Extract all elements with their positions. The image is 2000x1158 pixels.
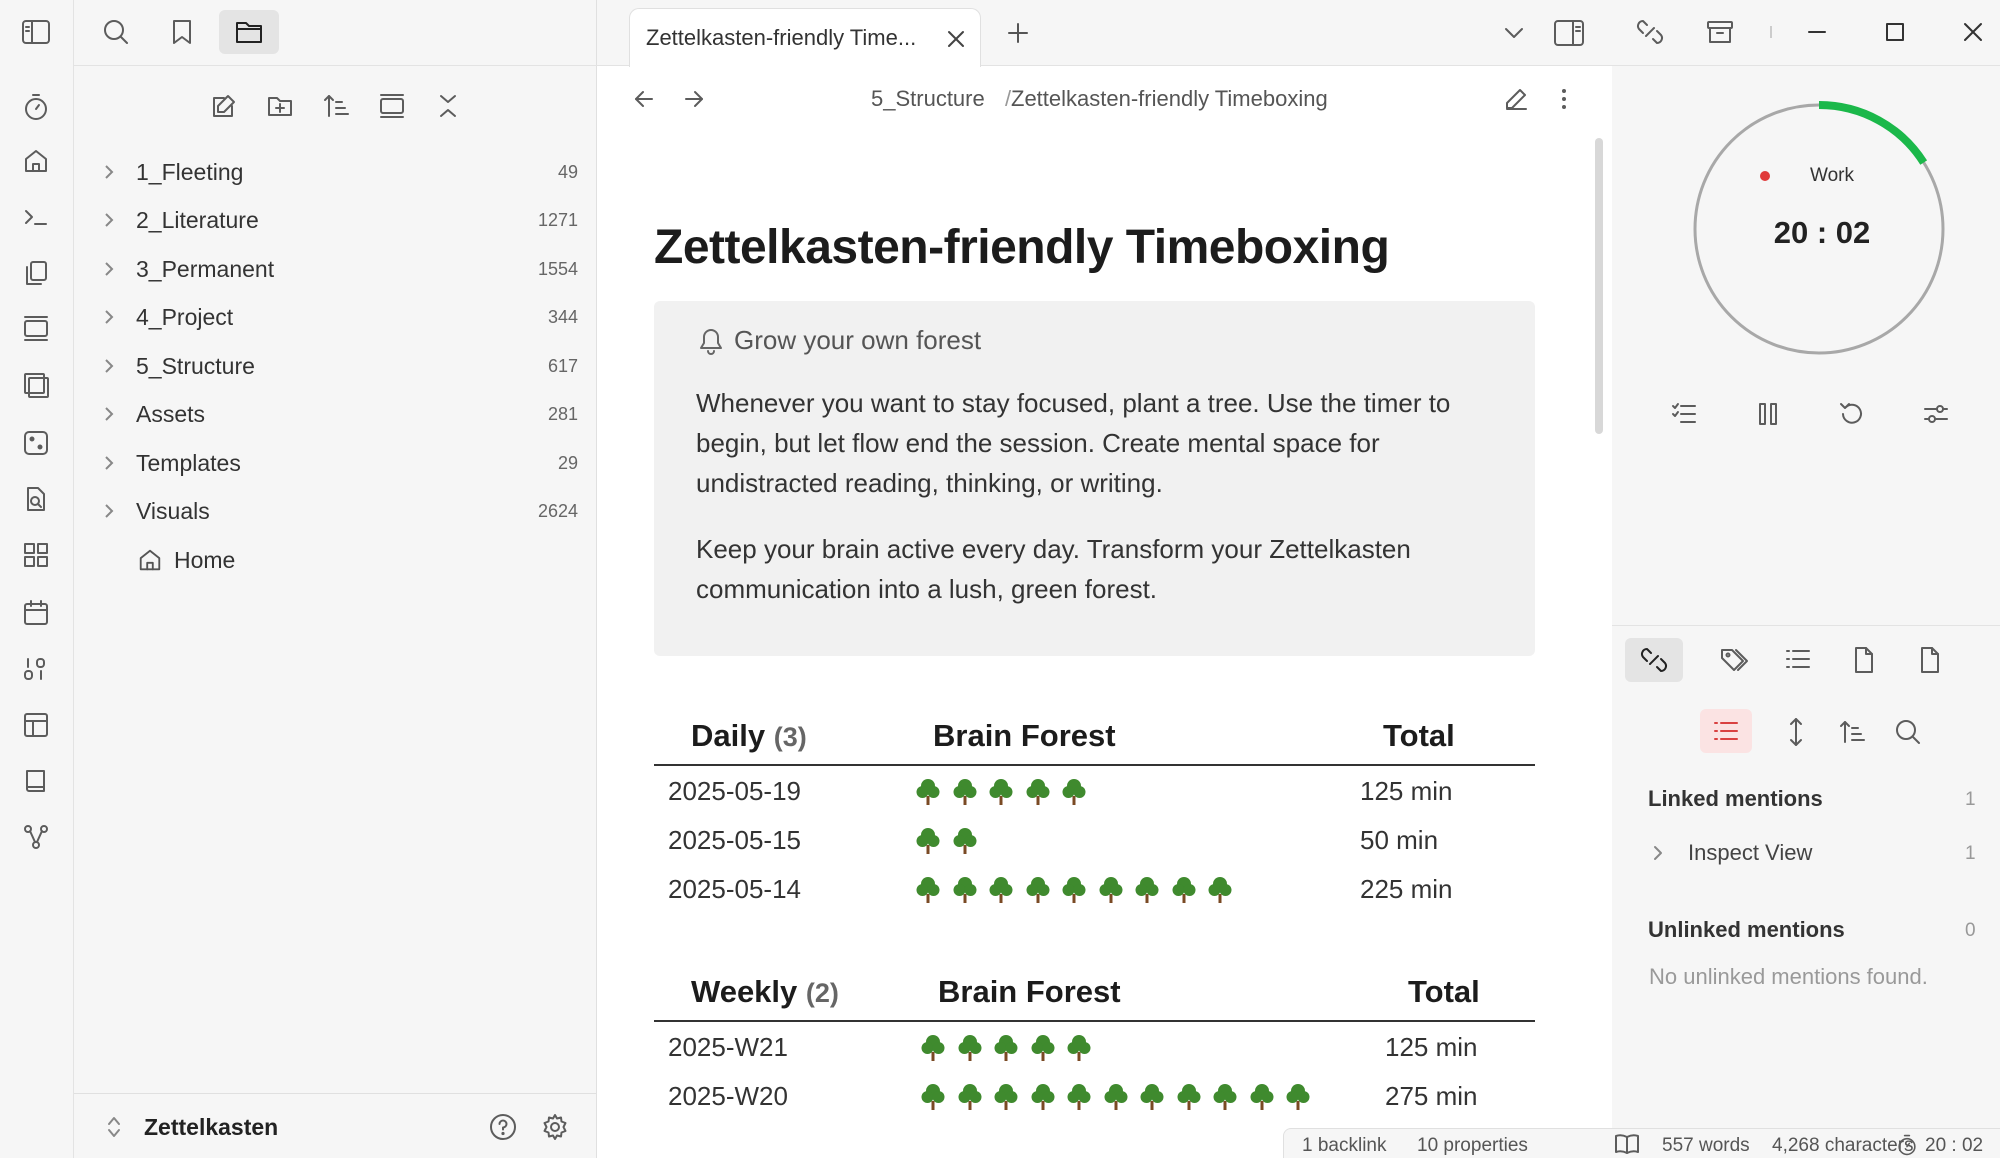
- auto-reveal-icon[interactable]: [374, 88, 410, 124]
- tree-icon: [1030, 1034, 1056, 1062]
- folder-name: Templates: [136, 449, 241, 476]
- folder-count: 29: [557, 452, 578, 473]
- file-icon[interactable]: [1844, 640, 1884, 680]
- callout-paragraph: Whenever you want to stay focused, plant a tree. Use the timer to begin, but let flow end the session. Create mental space for undistracted reading, thinking, or writing.: [696, 388, 1451, 498]
- tree-icon: [915, 778, 941, 806]
- titlebar-divider: [1770, 26, 1772, 38]
- callout-paragraph: Keep your brain active every day. Transform your Zettelkasten communication into a lush, green forest.: [696, 534, 1411, 604]
- calendar-icon[interactable]: [17, 594, 55, 632]
- tree-icon: [993, 1034, 1019, 1062]
- chevron-right-icon: [98, 161, 120, 183]
- graph-icon[interactable]: [17, 818, 55, 856]
- tree-icon: [1212, 1083, 1238, 1111]
- vault-switcher: [74, 1093, 597, 1158]
- status-timer[interactable]: 20 : 02: [1925, 1135, 1984, 1156]
- chevron-right-icon: [1648, 842, 1668, 864]
- tree-icon: [1098, 876, 1124, 904]
- tab-title: Zettelkasten-friendly Time...: [646, 25, 917, 50]
- table-cell-date: 2025-W21: [668, 1032, 788, 1062]
- backlinks-icon[interactable]: [1625, 638, 1683, 682]
- tree-icon: [1025, 778, 1051, 806]
- folder-count: 344: [547, 306, 578, 327]
- chevron-right-icon: [98, 209, 120, 231]
- bookmark-icon[interactable]: [164, 14, 200, 50]
- tree-icon: [1285, 1083, 1311, 1111]
- table-cell-date: 2025-05-15: [668, 825, 801, 855]
- backlink-item[interactable]: [1648, 836, 1988, 872]
- status-words: 557 words: [1662, 1135, 1750, 1156]
- folder-item[interactable]: [98, 488, 578, 534]
- dice-icon[interactable]: [17, 424, 55, 462]
- edit-pencil-icon[interactable]: [1499, 82, 1533, 116]
- tree-icon: [952, 827, 978, 855]
- tree-icon: [993, 1083, 1019, 1111]
- list-view-icon[interactable]: [1700, 709, 1752, 753]
- bell-icon: [696, 325, 726, 357]
- archive-icon[interactable]: [1702, 14, 1738, 50]
- daily-count: (3): [773, 722, 807, 752]
- file-explorer-sidebar: [74, 0, 597, 1158]
- note-title: Zettelkasten-friendly Timeboxing: [654, 221, 1390, 274]
- new-folder-icon[interactable]: [262, 88, 298, 124]
- maximize-icon[interactable]: [1870, 14, 1920, 50]
- folder-item[interactable]: [98, 197, 578, 243]
- tree-icon: [1139, 1083, 1165, 1111]
- timer-time: 20 : 02: [1773, 215, 1871, 250]
- folder-count: 2624: [537, 500, 578, 521]
- stopwatch-icon[interactable]: [17, 88, 55, 126]
- tree-icon: [1171, 876, 1197, 904]
- home-file-item[interactable]: [136, 537, 616, 583]
- chevron-right-icon: [98, 258, 120, 280]
- right-sidebar-toggle-icon[interactable]: [1549, 14, 1589, 52]
- more-options-icon[interactable]: [1549, 82, 1579, 116]
- copy-icon[interactable]: [17, 254, 55, 292]
- file-name: Home: [174, 546, 236, 573]
- tree-icon: [1066, 1083, 1092, 1111]
- chevron-right-icon: [98, 500, 120, 522]
- table-divider: [654, 1020, 1535, 1022]
- collapse-all-icon[interactable]: [430, 88, 466, 124]
- help-icon[interactable]: [486, 1110, 520, 1144]
- callout-title: Grow your own forest: [734, 325, 982, 355]
- folder-item[interactable]: [98, 343, 578, 389]
- folder-item[interactable]: [98, 149, 578, 195]
- table-cell-total: 275 min: [1385, 1081, 1478, 1111]
- callout-box: [654, 301, 1535, 656]
- tree-icon: [915, 827, 941, 855]
- chevron-right-icon: [98, 452, 120, 474]
- weekly-label: Weekly: [691, 974, 798, 1009]
- sidebar-toggle-icon[interactable]: [17, 15, 55, 49]
- linked-mentions-heading[interactable]: Linked mentions: [1648, 786, 1823, 811]
- tree-icon: [952, 876, 978, 904]
- dashboard-icon[interactable]: [17, 536, 55, 574]
- tree-icon: [1066, 1034, 1092, 1062]
- tree-icon: [957, 1034, 983, 1062]
- tree-icon: [1103, 1083, 1129, 1111]
- search-icon[interactable]: [1888, 712, 1928, 752]
- tags-icon[interactable]: [1714, 640, 1754, 680]
- breadcrumb-folder[interactable]: 5_Structure: [871, 86, 985, 111]
- gallery-icon[interactable]: [17, 366, 55, 404]
- layout-icon[interactable]: [17, 706, 55, 744]
- scrollbar[interactable]: [1595, 138, 1603, 434]
- sync-icon[interactable]: [1632, 14, 1668, 50]
- table-cell-total: 50 min: [1360, 825, 1439, 855]
- folder-item[interactable]: [98, 246, 578, 292]
- folder-item[interactable]: [98, 440, 578, 486]
- editor-pane: [597, 0, 1612, 1158]
- breadcrumb-separator: /: [1005, 86, 1012, 111]
- folder-name: 5_Structure: [136, 352, 255, 379]
- folder-count: 281: [547, 403, 578, 424]
- task-list-icon[interactable]: [1666, 396, 1702, 432]
- folder-name: Assets: [136, 400, 206, 427]
- chevron-right-icon: [98, 355, 120, 377]
- table-cell-total: 125 min: [1385, 1032, 1478, 1062]
- status-characters: 4,268 characters: [1772, 1135, 1914, 1156]
- timer-mode: Work: [1810, 165, 1854, 186]
- chevron-down-icon[interactable]: [1497, 16, 1531, 50]
- sort-icon[interactable]: [1832, 712, 1872, 752]
- slides-icon[interactable]: [17, 310, 55, 348]
- folder-item[interactable]: [98, 294, 578, 340]
- forward-arrow-icon[interactable]: [677, 82, 711, 116]
- folder-count: 1554: [537, 258, 578, 279]
- home-icon[interactable]: [17, 142, 55, 180]
- new-note-icon[interactable]: [206, 88, 242, 124]
- backlink-item-count: 1: [1965, 843, 1976, 864]
- vault-name[interactable]: Zettelkasten: [144, 1114, 279, 1140]
- linked-mentions-count: 1: [1965, 789, 1976, 810]
- table-header-total: Total: [1383, 718, 1455, 753]
- search-icon[interactable]: [98, 14, 134, 50]
- status-bar-right: [1612, 1128, 2000, 1158]
- panel-tab-bar: [1612, 625, 2000, 693]
- table-cell-total: 225 min: [1360, 874, 1453, 904]
- new-tab-icon[interactable]: [1001, 16, 1035, 50]
- folder-name: Visuals: [136, 497, 210, 524]
- home-icon: [136, 546, 164, 574]
- table-header-forest: Brain Forest: [938, 974, 1121, 1009]
- folder-count: 617: [547, 355, 578, 376]
- numbers-icon[interactable]: [17, 650, 55, 688]
- timer-status-dot: [1760, 171, 1770, 181]
- terminal-icon[interactable]: [17, 198, 55, 236]
- sidebar-tab-header: [74, 0, 597, 66]
- tree-icon: [988, 778, 1014, 806]
- table-cell-total: 125 min: [1360, 776, 1453, 806]
- folder-name: 1_Fleeting: [136, 158, 244, 185]
- reading-mode-icon[interactable]: [1612, 1131, 1642, 1157]
- tree-icon: [915, 876, 941, 904]
- folder-name: 2_Literature: [136, 206, 259, 233]
- daily-label: Daily: [691, 718, 766, 753]
- table-cell-date: 2025-05-14: [668, 874, 801, 904]
- close-icon[interactable]: [942, 25, 970, 53]
- table-header-period: [691, 718, 807, 754]
- minimize-icon[interactable]: [1792, 14, 1842, 50]
- folder-icon[interactable]: [219, 10, 279, 54]
- window-titlebar: [1612, 0, 2000, 66]
- table-header-period: [691, 974, 839, 1010]
- file-search-icon[interactable]: [17, 480, 55, 518]
- sort-icon[interactable]: [318, 88, 354, 124]
- table-divider: [654, 764, 1535, 766]
- weekly-count: (2): [805, 978, 839, 1008]
- folder-count: 49: [557, 161, 578, 182]
- tree-icon: [920, 1034, 946, 1062]
- folder-name: 4_Project: [136, 303, 234, 330]
- table-cell-date: 2025-W20: [668, 1081, 788, 1111]
- tree-icon: [1025, 876, 1051, 904]
- pause-icon[interactable]: [1750, 396, 1786, 432]
- tree-icon: [1061, 876, 1087, 904]
- tree-icon: [1134, 876, 1160, 904]
- chevron-right-icon: [98, 403, 120, 425]
- sliders-icon[interactable]: [1918, 396, 1954, 432]
- tree-icon: [957, 1083, 983, 1111]
- back-arrow-icon[interactable]: [627, 82, 661, 116]
- timer-progress-arc: [1819, 105, 1924, 163]
- breadcrumb-note[interactable]: Zettelkasten-friendly Timeboxing: [1011, 86, 1328, 111]
- tree-icon: [988, 876, 1014, 904]
- status-bar: [1283, 1128, 1615, 1158]
- settings-icon[interactable]: [538, 1110, 572, 1144]
- outline-icon[interactable]: [1778, 640, 1818, 680]
- folder-count: 1271: [537, 209, 578, 230]
- folder-name: 3_Permanent: [136, 255, 275, 282]
- tree-icon: [1249, 1083, 1275, 1111]
- book-icon[interactable]: [17, 762, 55, 800]
- stopwatch-icon: [1894, 1132, 1920, 1158]
- folder-item[interactable]: [98, 391, 578, 437]
- table-cell-date: 2025-05-19: [668, 776, 801, 806]
- ribbon: [0, 0, 74, 1158]
- tree-icon: [1030, 1083, 1056, 1111]
- tree-icon: [920, 1083, 946, 1111]
- tab-active-note[interactable]: [629, 8, 981, 67]
- expand-collapse-icon[interactable]: [1776, 712, 1816, 752]
- right-sidebar: [1612, 0, 2000, 1128]
- chevron-up-down-icon[interactable]: [102, 1112, 126, 1142]
- backlink-file-name: Inspect View: [1688, 840, 1813, 865]
- table-header-total: Total: [1408, 974, 1480, 1009]
- reset-icon[interactable]: [1834, 396, 1870, 432]
- status-properties[interactable]: 10 properties: [1417, 1135, 1528, 1156]
- chevron-right-icon: [98, 306, 120, 328]
- unlinked-mentions-heading[interactable]: Unlinked mentions: [1648, 917, 1845, 942]
- close-window-icon[interactable]: [1948, 14, 1998, 50]
- table-header-forest: Brain Forest: [933, 718, 1116, 753]
- file-properties-icon[interactable]: [1910, 640, 1950, 680]
- tree-icon: [1176, 1083, 1202, 1111]
- tree-icon: [952, 778, 978, 806]
- tree-icon: [1207, 876, 1233, 904]
- status-backlinks[interactable]: 1 backlink: [1302, 1135, 1387, 1156]
- tree-icon: [1061, 778, 1087, 806]
- tab-bar: [597, 0, 1612, 66]
- empty-state-text: No unlinked mentions found.: [1649, 964, 1928, 989]
- unlinked-mentions-count: 0: [1965, 920, 1976, 941]
